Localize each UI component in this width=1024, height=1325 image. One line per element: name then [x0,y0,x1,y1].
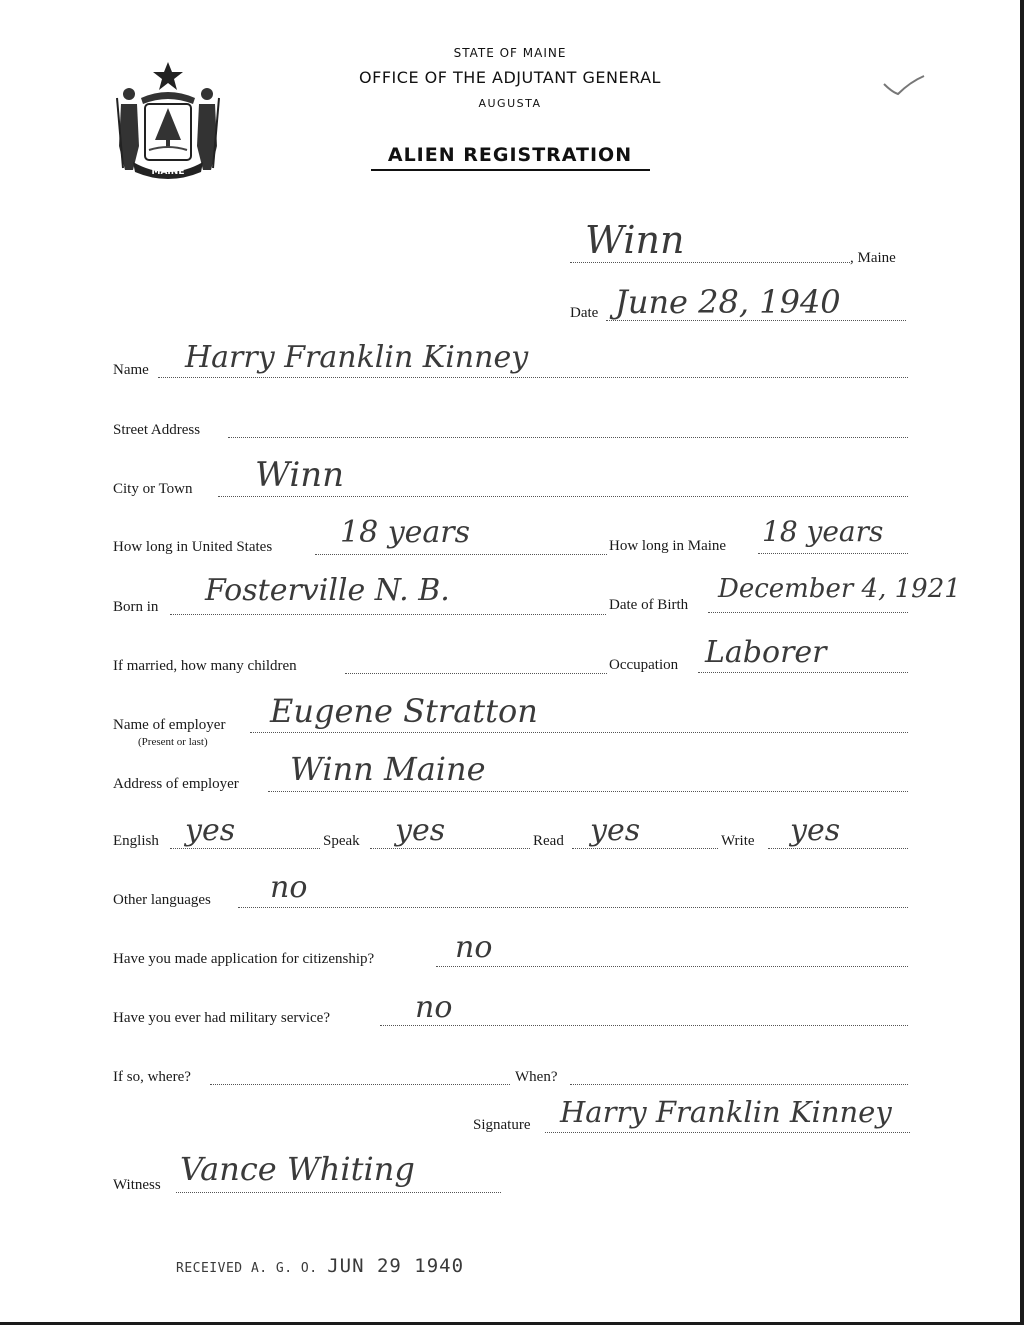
city-value[interactable]: Winn [255,455,345,495]
location-value[interactable]: Winn [585,218,685,262]
stamp-date-text: JUN 29 1940 [327,1255,465,1277]
read-label: Read [533,833,564,849]
how-long-us-label: How long in United States [113,539,273,555]
speak-label: Speak [323,833,360,849]
date-label: Date [570,305,599,321]
scan-edge-right [1020,0,1024,1325]
read-line [572,848,718,849]
when-label: When? [515,1069,558,1085]
date-of-birth-value[interactable]: December 4, 1921 [718,574,961,604]
employer-address-line [268,791,908,792]
street-address-label: Street Address [113,422,201,438]
other-languages-value[interactable]: no [270,870,308,905]
witness-value[interactable]: Vance Whiting [180,1150,415,1188]
stamp-received-text: RECEIVED A. G. O. [176,1261,318,1276]
name-label: Name [113,362,149,378]
employer-name-label: Name of employer [113,717,226,733]
title-underline [371,169,650,171]
how-long-maine-label: How long in Maine [609,538,727,554]
how-long-us-value[interactable]: 18 years [340,515,471,550]
date-of-birth-label: Date of Birth [609,597,689,613]
children-label: If married, how many children [113,658,297,674]
citizenship-value[interactable]: no [455,930,493,965]
english-value[interactable]: yes [185,813,236,848]
english-line [170,848,320,849]
read-value[interactable]: yes [590,813,641,848]
occupation-label: Occupation [609,657,679,673]
received-stamp [176,1255,464,1277]
seal-text: MAINE [151,167,185,177]
occupation-value[interactable]: Laborer [705,635,827,670]
where-label: If so, where? [113,1069,191,1085]
how-long-maine-line [758,553,908,554]
citizenship-line [436,966,908,967]
date-value[interactable]: June 28, 1940 [615,283,841,321]
header-state: STATE OF MAINE [453,46,567,60]
employer-address-label: Address of employer [113,776,239,792]
header-city: AUGUSTA [478,97,542,110]
witness-label: Witness [113,1177,161,1193]
name-line [158,377,908,378]
signature-value[interactable]: Harry Franklin Kinney [560,1095,892,1129]
when-line [570,1084,908,1085]
how-long-maine-value[interactable]: 18 years [762,515,884,548]
other-languages-label: Other languages [113,892,211,908]
city-line [218,496,908,497]
military-line [380,1025,908,1026]
name-value[interactable]: Harry Franklin Kinney [185,340,529,375]
write-line [768,848,908,849]
speak-line [370,848,530,849]
military-label: Have you ever had military service? [113,1010,330,1026]
date-of-birth-line [708,612,908,613]
how-long-us-line [315,554,607,555]
signature-label: Signature [473,1117,531,1133]
city-label: City or Town [113,481,193,497]
speak-value[interactable]: yes [395,813,446,848]
employer-address-value[interactable]: Winn Maine [290,750,486,788]
occupation-line [698,672,908,673]
where-line [210,1084,510,1085]
location-line [570,262,850,263]
maine-state-seal-icon [113,58,223,182]
english-label: English [113,833,159,849]
header-office: OFFICE OF THE ADJUTANT GENERAL [359,68,661,87]
citizenship-label: Have you made application for citizenship? [113,951,375,967]
other-languages-line [238,907,908,908]
military-value[interactable]: no [415,990,453,1025]
born-in-line [170,614,606,615]
witness-line [176,1192,501,1193]
write-value[interactable]: yes [790,813,841,848]
form-title: ALIEN REGISTRATION [387,144,633,166]
signature-line [545,1132,910,1133]
employer-name-value[interactable]: Eugene Stratton [270,692,538,730]
born-in-label: Born in [113,599,159,615]
employer-name-sublabel: (Present or last) [138,736,208,748]
born-in-value[interactable]: Fosterville N. B. [205,573,450,608]
location-suffix: , Maine [850,250,896,266]
checkmark-icon [878,72,928,100]
write-label: Write [721,833,755,849]
employer-name-line [250,732,908,733]
children-line [345,673,607,674]
street-address-line [228,437,908,438]
